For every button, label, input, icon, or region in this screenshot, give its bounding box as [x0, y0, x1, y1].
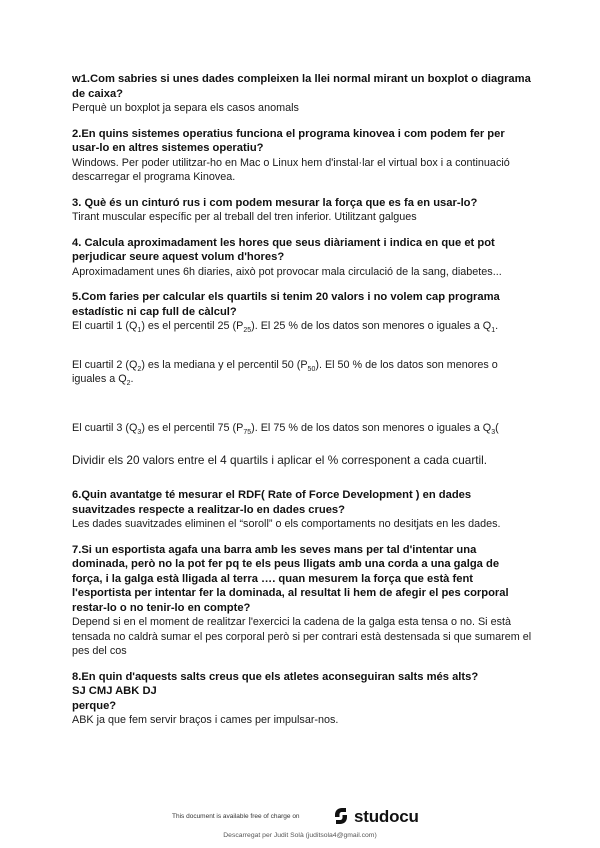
quartile-2-text: El cuartil 2 $(Q_2)$ es la mediana y el percentil 50 $(P_{50})$. El 50 % de los datos son menores o iguales a $Q_2$. [72, 358, 498, 388]
studocu-logo-icon[interactable] [331, 806, 351, 826]
footer-available-text: This document is available free of charge on [172, 813, 300, 820]
answer-4: Aproximadament unes 6h diaries, això pot provocar mala circulació de la sang, diabetes... [72, 265, 502, 278]
question-4: 4. Calcula aproximadament les hores que seus diàriament i indica en que et pot perjudicar seure aquest volum d'hores? [72, 236, 495, 263]
studocu-logo-text[interactable]: studocu [354, 807, 419, 826]
question-2: 2.En quins sistemes operatius funciona el programa kinovea i com podem fer per usar-lo en altres sistemes operatiu? [72, 127, 505, 154]
question-6: 6.Quin avantatge té mesurar el RDF( Rate of Force Development ) en dades suavitzades respecte a realitzar-lo en dades crues? [72, 489, 472, 516]
question-block-8 [72, 670, 532, 728]
question-block-1 [72, 72, 532, 116]
answer-6: Les dades suavitzades eliminen el “soroll” o els comportaments no desitjats en les dades. [72, 518, 501, 530]
answer-8: ABK ja que fem servir braços i cames per impulsar-nos. [72, 714, 339, 726]
question-5: 5.Com faries per calcular els quartils si tenim 20 valors i no volem cap programa estadístic ni cap full de càlcul? [72, 291, 500, 318]
answer-2: Windows. Per poder utilitzar-ho en Mac o Linux hem d'instal·lar el virtual box i a continuació descarregar el programa Kinovea. [72, 156, 510, 183]
question-block-2 [72, 127, 532, 185]
question-8-options: SJ CMJ ABK DJ [72, 685, 157, 697]
quartile-1-text: El cuartil 1 $(Q_1)$ es el percentil 25 $(P_{25})$. El 25 % de los datos son menores o iguales a $Q_1$. [72, 320, 499, 335]
answer-1: Perquè un boxplot ja separa els casos anomals [72, 102, 299, 114]
question-1: w1.Com sabries si unes dades compleixen la llei normal mirant un boxplot o diagrama de caixa? [72, 73, 531, 100]
question-block-5 [72, 290, 532, 468]
footer-brand [0, 806, 600, 826]
question-block-7 [72, 543, 532, 659]
document-body [72, 72, 532, 739]
question-block-6 [72, 488, 532, 532]
question-block-4 [72, 236, 532, 280]
footer-downloaded: Descarregat per Judit Solà (juditsola4@gmail.com) [223, 832, 377, 839]
question-3: 3. Què és un cinturó rus i com podem mesurar la força que es fa en usar-lo? [72, 196, 478, 209]
quartile-3-text: El cuartil 3 $(Q_3)$ es el percentil 75 $(P_{75})$. El 75 % de los datos son menores o iguales a $Q_3$( [72, 421, 499, 436]
answer-3: Tirant muscular específic per al treball del tren inferior. Utilitzant galgues [72, 211, 417, 223]
question-8: 8.En quin d'aquests salts creus que els atletes aconseguiran salts més alts? [72, 670, 479, 683]
answer-7: Depend si en el moment de realitzar l'exercici la cadena de la galga esta tensa o no. Si està tensada no caldrà sumar el pes corporal però si per contrari està destensada si que sumarem el pes del cos [72, 616, 532, 657]
question-7: 7.Si un esportista agafa una barra amb les seves mans per tal d'intentar una dominada, però no la pot fer pq te els peus lligats amb una corda a una galga de força, i la galga està lligada al terra …. quan mesurem la força que està fent l'esportista per intentar fer la dominada, al resultat li hem de afegir el pes corporal restar-lo o no tenir-lo en compte? [72, 543, 509, 614]
quartile-summary: Dividir els 20 valors entre el 4 quartils i aplicar el % corresponent a cada cuartil. [72, 453, 488, 467]
question-8-why: perque? [72, 699, 117, 712]
question-block-3 [72, 196, 532, 225]
